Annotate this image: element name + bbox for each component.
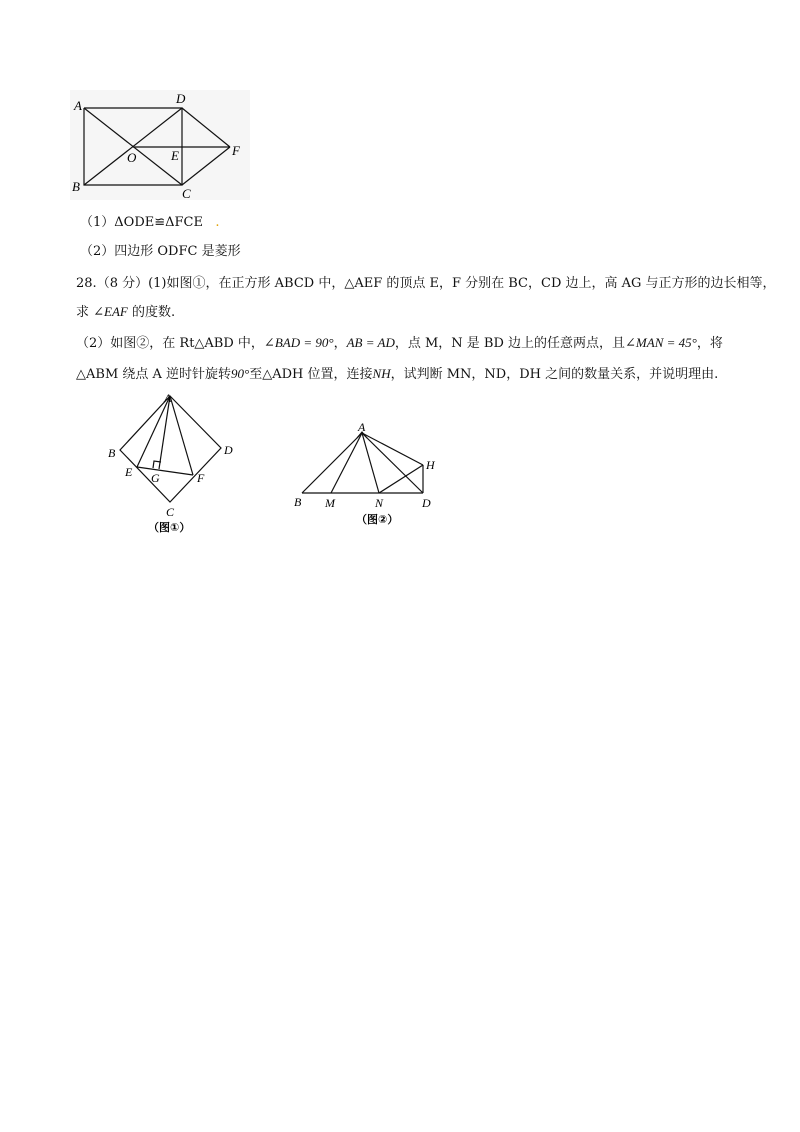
q28-part2-b-prefix: △ABM 绕点 A 逆时针旋转 (76, 367, 232, 382)
label-G: G (151, 471, 160, 485)
q28-part1-b-suffix: 的度数. (127, 305, 176, 320)
label-F: F (232, 143, 240, 158)
label-A: A (164, 391, 172, 405)
q28-part2-a-sep: ， (333, 336, 347, 351)
q28-part1-a: (1)如图①，在正方形 ABCD 中，△AEF 的顶点 E，F 分别在 BC，CD 边上，高 AG 与正方形的边长相等， (148, 276, 776, 291)
q28-part2-a-prefix: （2）如图②，在 Rt△ABD 中， (76, 336, 264, 351)
q28-part2-a-mid: ，点 M，N 是 BD 边上的任意两点，且 (394, 336, 626, 351)
q28-line3 (76, 334, 723, 353)
figure3-caption: （图②） (356, 513, 399, 526)
q27-part2: （2）四边形 ODFC 是菱形 (80, 244, 241, 259)
q27-part1-prefix: （1） (80, 215, 115, 230)
q28-part1-b-prefix: 求 (76, 305, 94, 320)
q28-angle-eaf: ∠EAF (93, 304, 128, 319)
label-B: B (294, 495, 302, 509)
q27-part1-dot: . (215, 215, 220, 230)
q28-line2 (76, 303, 175, 322)
label-A: A (358, 420, 366, 434)
q28-part2-b-suffix: ，试判断 MN，ND，DH 之间的数量关系，并说明理由. (390, 367, 719, 382)
figure-triangle-abd (290, 415, 450, 530)
q28-part2-a-suffix: ，将 (696, 336, 723, 351)
label-B: B (108, 446, 116, 460)
label-D: D (422, 496, 431, 510)
q28-segment-nh: NH (372, 366, 391, 381)
label-H: H (426, 458, 435, 472)
q28-line4 (76, 365, 718, 384)
q28-part2-b-mid: 至△ADH 位置，连接 (249, 367, 373, 382)
q28-score: （8 分） (96, 276, 149, 291)
label-A: A (74, 98, 82, 113)
label-D: D (176, 91, 186, 106)
label-B: B (72, 179, 80, 194)
label-M: M (325, 496, 335, 510)
label-N: N (375, 496, 384, 510)
figure-rectangle-rhombus (70, 90, 250, 200)
q28-angle-man: ∠MAN = 45° (625, 335, 697, 350)
label-D: D (224, 443, 233, 457)
label-E: E (171, 148, 179, 163)
q28-line1 (76, 275, 776, 293)
label-C: C (166, 505, 175, 519)
q27-part1-text: ΔODE≌ΔFCE (114, 215, 203, 230)
q28-rotation-angle: 90° (231, 366, 250, 381)
label-O: O (127, 150, 137, 165)
figure2-caption: （图①） (148, 521, 191, 534)
q27-part1 (80, 214, 220, 232)
label-F: F (197, 471, 205, 485)
q28-number: 28. (76, 276, 97, 291)
label-E: E (125, 465, 133, 479)
label-C: C (182, 186, 191, 200)
figure-square-aef (100, 390, 250, 535)
q28-ab-eq-ad: AB = AD (346, 335, 395, 350)
q28-angle-bad: ∠BAD = 90° (263, 335, 334, 350)
